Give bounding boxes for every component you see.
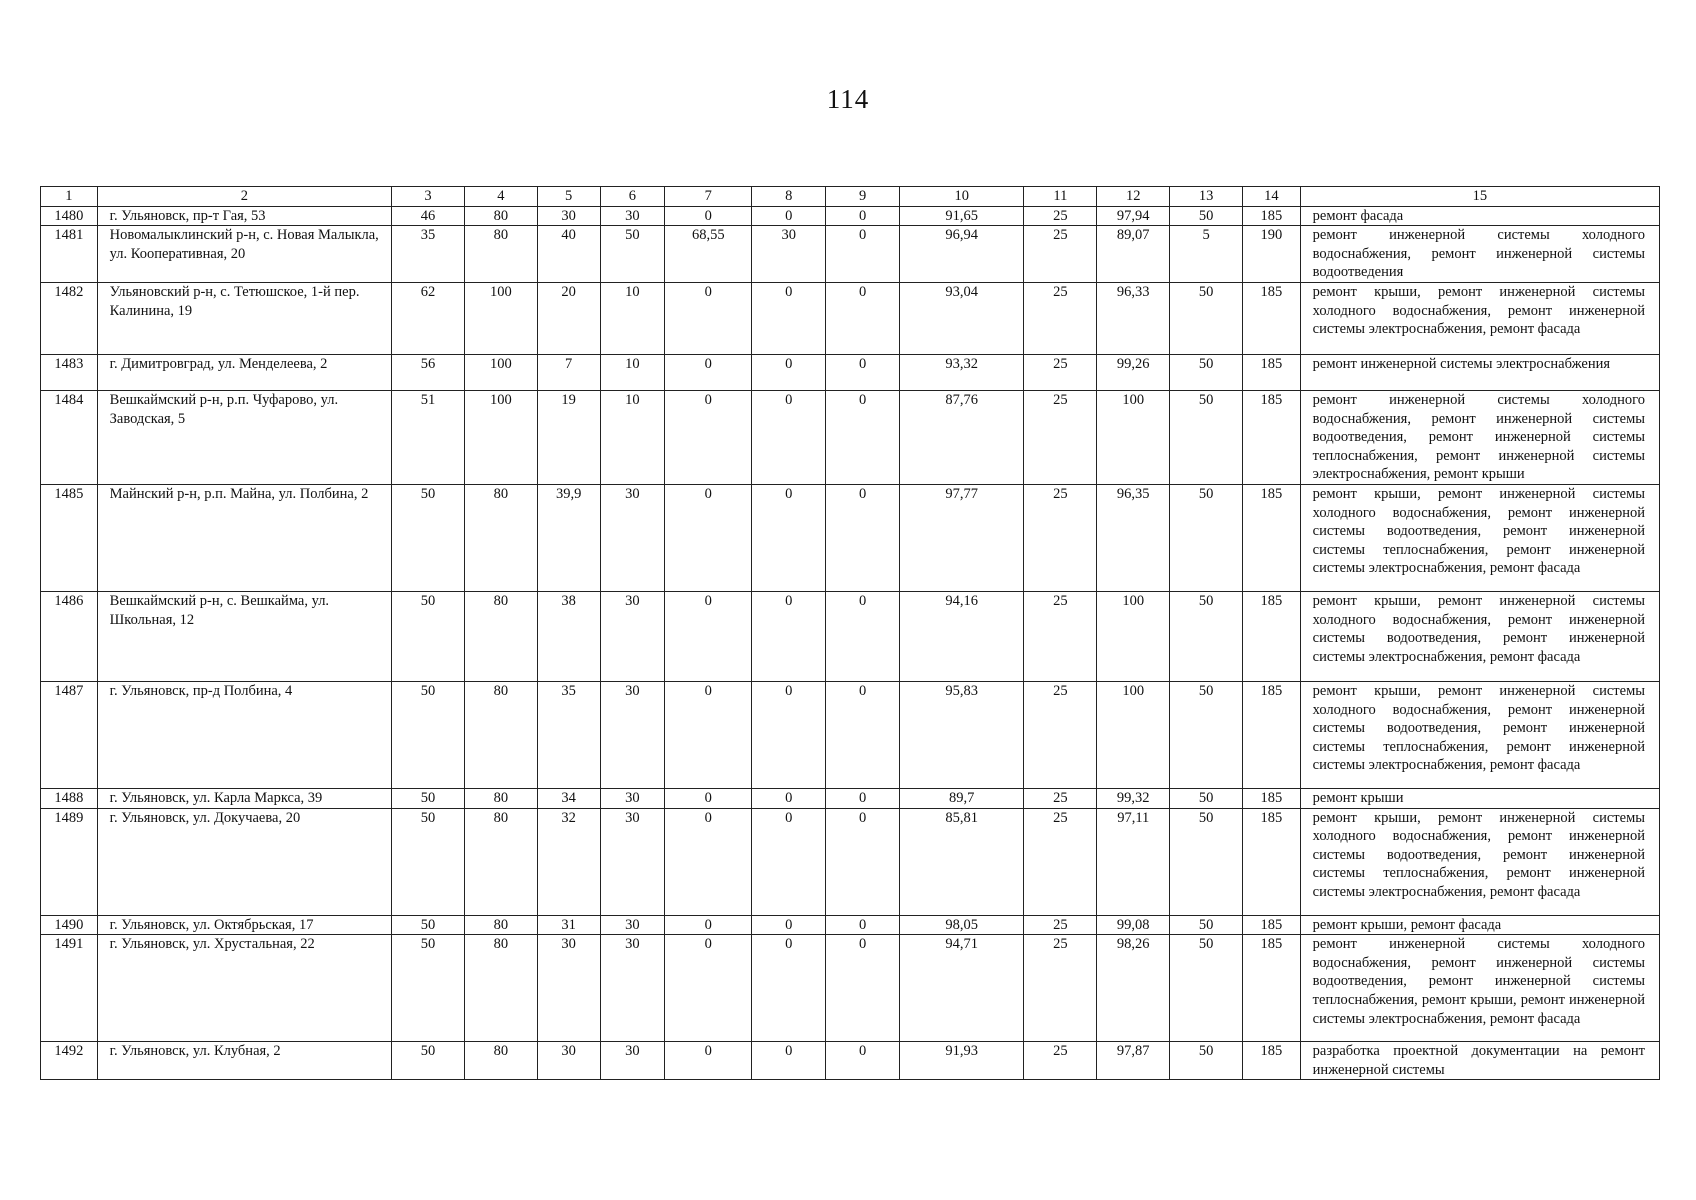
value-cell: 99,26 xyxy=(1097,354,1170,390)
value-cell: 30 xyxy=(600,915,665,935)
value-cell: 80 xyxy=(464,1042,537,1080)
row-number: 1489 xyxy=(41,808,98,915)
value-cell: 50 xyxy=(1170,206,1243,226)
value-cell: 30 xyxy=(600,206,665,226)
value-cell: 97,77 xyxy=(900,484,1024,591)
value-cell: 50 xyxy=(1170,484,1243,591)
value-cell: 0 xyxy=(826,354,900,390)
value-cell: 185 xyxy=(1243,681,1301,788)
column-header: 11 xyxy=(1024,187,1097,207)
address-cell: г. Димитровград, ул. Менделеева, 2 xyxy=(97,354,391,390)
value-cell: 50 xyxy=(392,808,465,915)
value-cell: 91,93 xyxy=(900,1042,1024,1080)
column-header: 8 xyxy=(752,187,826,207)
column-header: 14 xyxy=(1243,187,1301,207)
value-cell: 50 xyxy=(1170,591,1243,681)
value-cell: 25 xyxy=(1024,484,1097,591)
row-number: 1487 xyxy=(41,681,98,788)
value-cell: 185 xyxy=(1243,354,1301,390)
value-cell: 185 xyxy=(1243,282,1301,354)
column-header: 2 xyxy=(97,187,391,207)
value-cell: 96,94 xyxy=(900,226,1024,283)
works-cell: ремонт крыши, ремонт фасада xyxy=(1300,915,1659,935)
value-cell: 0 xyxy=(665,484,752,591)
column-number-header xyxy=(41,187,1660,207)
works-cell: разработка проектной документации на ремонт инженерной системы xyxy=(1300,1042,1659,1080)
value-cell: 80 xyxy=(464,935,537,1042)
row-number: 1491 xyxy=(41,935,98,1042)
value-cell: 25 xyxy=(1024,788,1097,808)
value-cell: 0 xyxy=(752,1042,826,1080)
value-cell: 94,71 xyxy=(900,935,1024,1042)
value-cell: 30 xyxy=(537,935,600,1042)
value-cell: 0 xyxy=(665,591,752,681)
works-cell: ремонт фасада xyxy=(1300,206,1659,226)
repair-program-table xyxy=(40,186,1660,1080)
value-cell: 0 xyxy=(826,935,900,1042)
value-cell: 30 xyxy=(600,681,665,788)
value-cell: 25 xyxy=(1024,282,1097,354)
address-cell: Вешкаймский р-н, с. Вешкайма, ул. Школьная, 12 xyxy=(97,591,391,681)
value-cell: 25 xyxy=(1024,390,1097,484)
value-cell: 50 xyxy=(600,226,665,283)
value-cell: 80 xyxy=(464,915,537,935)
value-cell: 5 xyxy=(1170,226,1243,283)
value-cell: 7 xyxy=(537,354,600,390)
table-row xyxy=(41,282,1660,354)
value-cell: 100 xyxy=(464,354,537,390)
value-cell: 85,81 xyxy=(900,808,1024,915)
value-cell: 30 xyxy=(600,484,665,591)
value-cell: 0 xyxy=(826,788,900,808)
value-cell: 80 xyxy=(464,226,537,283)
value-cell: 185 xyxy=(1243,788,1301,808)
value-cell: 50 xyxy=(1170,354,1243,390)
value-cell: 50 xyxy=(1170,1042,1243,1080)
value-cell: 185 xyxy=(1243,206,1301,226)
value-cell: 98,05 xyxy=(900,915,1024,935)
value-cell: 94,16 xyxy=(900,591,1024,681)
value-cell: 30 xyxy=(537,1042,600,1080)
address-cell: г. Ульяновск, ул. Хрустальная, 22 xyxy=(97,935,391,1042)
value-cell: 30 xyxy=(600,935,665,1042)
value-cell: 30 xyxy=(600,1042,665,1080)
address-cell: Вешкаймский р-н, р.п. Чуфарово, ул. Заводская, 5 xyxy=(97,390,391,484)
value-cell: 32 xyxy=(537,808,600,915)
value-cell: 35 xyxy=(392,226,465,283)
table-row xyxy=(41,390,1660,484)
value-cell: 185 xyxy=(1243,915,1301,935)
column-header: 1 xyxy=(41,187,98,207)
value-cell: 185 xyxy=(1243,808,1301,915)
value-cell: 50 xyxy=(1170,808,1243,915)
value-cell: 96,33 xyxy=(1097,282,1170,354)
value-cell: 25 xyxy=(1024,808,1097,915)
table-row xyxy=(41,681,1660,788)
value-cell: 89,7 xyxy=(900,788,1024,808)
table-row xyxy=(41,591,1660,681)
value-cell: 0 xyxy=(826,808,900,915)
works-cell: ремонт инженерной системы электроснабжения xyxy=(1300,354,1659,390)
address-cell: г. Ульяновск, пр-д Полбина, 4 xyxy=(97,681,391,788)
table-row xyxy=(41,808,1660,915)
row-number: 1481 xyxy=(41,226,98,283)
value-cell: 0 xyxy=(752,484,826,591)
value-cell: 0 xyxy=(665,915,752,935)
table-row xyxy=(41,935,1660,1042)
value-cell: 0 xyxy=(826,484,900,591)
value-cell: 20 xyxy=(537,282,600,354)
row-number: 1488 xyxy=(41,788,98,808)
value-cell: 25 xyxy=(1024,206,1097,226)
value-cell: 97,11 xyxy=(1097,808,1170,915)
works-cell: ремонт крыши, ремонт инженерной системы холодного водоснабжения, ремонт инженерной системы водоотведения, ремонт инженерной системы теплоснабжения, ремонт инженерной системы электроснабжения, ремонт фасада xyxy=(1300,681,1659,788)
page-number: 114 xyxy=(826,84,870,114)
column-header: 4 xyxy=(464,187,537,207)
works-cell: ремонт крыши xyxy=(1300,788,1659,808)
column-header: 12 xyxy=(1097,187,1170,207)
value-cell: 80 xyxy=(464,808,537,915)
value-cell: 35 xyxy=(537,681,600,788)
value-cell: 50 xyxy=(392,681,465,788)
works-cell: ремонт крыши, ремонт инженерной системы холодного водоснабжения, ремонт инженерной системы водоотведения, ремонт инженерной системы теплоснабжения, ремонт инженерной системы электроснабжения, ремонт фасада xyxy=(1300,808,1659,915)
value-cell: 0 xyxy=(826,390,900,484)
value-cell: 80 xyxy=(464,206,537,226)
value-cell: 46 xyxy=(392,206,465,226)
value-cell: 50 xyxy=(1170,935,1243,1042)
value-cell: 0 xyxy=(752,935,826,1042)
row-number: 1484 xyxy=(41,390,98,484)
value-cell: 185 xyxy=(1243,484,1301,591)
address-cell: г. Ульяновск, пр-т Гая, 53 xyxy=(97,206,391,226)
value-cell: 185 xyxy=(1243,390,1301,484)
value-cell: 80 xyxy=(464,788,537,808)
row-number: 1485 xyxy=(41,484,98,591)
value-cell: 91,65 xyxy=(900,206,1024,226)
value-cell: 62 xyxy=(392,282,465,354)
value-cell: 50 xyxy=(1170,788,1243,808)
value-cell: 0 xyxy=(752,206,826,226)
value-cell: 50 xyxy=(1170,915,1243,935)
works-cell: ремонт крыши, ремонт инженерной системы холодного водоснабжения, ремонт инженерной системы электроснабжения, ремонт фасада xyxy=(1300,282,1659,354)
value-cell: 0 xyxy=(752,591,826,681)
value-cell: 97,87 xyxy=(1097,1042,1170,1080)
value-cell: 0 xyxy=(826,1042,900,1080)
value-cell: 50 xyxy=(392,915,465,935)
row-number: 1490 xyxy=(41,915,98,935)
value-cell: 30 xyxy=(600,591,665,681)
address-cell: Новомалыклинский р-н, с. Новая Малыкла, ул. Кооперативная, 20 xyxy=(97,226,391,283)
value-cell: 34 xyxy=(537,788,600,808)
row-number: 1480 xyxy=(41,206,98,226)
value-cell: 50 xyxy=(1170,282,1243,354)
value-cell: 30 xyxy=(600,808,665,915)
value-cell: 30 xyxy=(752,226,826,283)
value-cell: 0 xyxy=(826,591,900,681)
value-cell: 31 xyxy=(537,915,600,935)
value-cell: 0 xyxy=(826,282,900,354)
value-cell: 25 xyxy=(1024,915,1097,935)
value-cell: 0 xyxy=(752,354,826,390)
value-cell: 0 xyxy=(752,808,826,915)
value-cell: 50 xyxy=(392,484,465,591)
value-cell: 93,32 xyxy=(900,354,1024,390)
value-cell: 50 xyxy=(392,788,465,808)
value-cell: 10 xyxy=(600,282,665,354)
address-cell: Ульяновский р-н, с. Тетюшское, 1-й пер. Калинина, 19 xyxy=(97,282,391,354)
value-cell: 30 xyxy=(537,206,600,226)
value-cell: 50 xyxy=(1170,390,1243,484)
value-cell: 30 xyxy=(600,788,665,808)
value-cell: 98,26 xyxy=(1097,935,1170,1042)
value-cell: 100 xyxy=(1097,390,1170,484)
works-cell: ремонт крыши, ремонт инженерной системы холодного водоснабжения, ремонт инженерной системы водоотведения, ремонт инженерной системы теплоснабжения, ремонт инженерной системы электроснабжения, ремонт фасада xyxy=(1300,484,1659,591)
value-cell: 19 xyxy=(537,390,600,484)
column-header: 15 xyxy=(1300,187,1659,207)
value-cell: 38 xyxy=(537,591,600,681)
column-header: 13 xyxy=(1170,187,1243,207)
column-header: 7 xyxy=(665,187,752,207)
table-row xyxy=(41,226,1660,283)
value-cell: 0 xyxy=(752,915,826,935)
table-row xyxy=(41,915,1660,935)
value-cell: 0 xyxy=(665,681,752,788)
works-cell: ремонт крыши, ремонт инженерной системы холодного водоснабжения, ремонт инженерной системы водоотведения, ремонт инженерной системы электроснабжения, ремонт фасада xyxy=(1300,591,1659,681)
works-cell: ремонт инженерной системы холодного водоснабжения, ремонт инженерной системы водоотведения, ремонт инженерной системы теплоснабжения, ремонт инженерной системы электроснабжения, ремонт крыши xyxy=(1300,390,1659,484)
works-cell: ремонт инженерной системы холодного водоснабжения, ремонт инженерной системы водоотведения, ремонт инженерной системы теплоснабжения, ремонт крыши, ремонт инженерной системы электроснабжения, ремонт фасада xyxy=(1300,935,1659,1042)
value-cell: 185 xyxy=(1243,1042,1301,1080)
value-cell: 25 xyxy=(1024,935,1097,1042)
value-cell: 51 xyxy=(392,390,465,484)
column-header: 5 xyxy=(537,187,600,207)
value-cell: 0 xyxy=(752,788,826,808)
value-cell: 0 xyxy=(826,226,900,283)
column-header: 3 xyxy=(392,187,465,207)
row-number: 1486 xyxy=(41,591,98,681)
value-cell: 0 xyxy=(665,390,752,484)
value-cell: 50 xyxy=(392,1042,465,1080)
value-cell: 0 xyxy=(665,1042,752,1080)
table-row xyxy=(41,484,1660,591)
value-cell: 100 xyxy=(464,390,537,484)
address-cell: г. Ульяновск, ул. Клубная, 2 xyxy=(97,1042,391,1080)
row-number: 1492 xyxy=(41,1042,98,1080)
value-cell: 0 xyxy=(826,206,900,226)
value-cell: 80 xyxy=(464,591,537,681)
value-cell: 25 xyxy=(1024,1042,1097,1080)
value-cell: 0 xyxy=(665,206,752,226)
value-cell: 25 xyxy=(1024,591,1097,681)
address-cell: г. Ульяновск, ул. Докучаева, 20 xyxy=(97,808,391,915)
value-cell: 100 xyxy=(1097,681,1170,788)
table-row xyxy=(41,354,1660,390)
value-cell: 80 xyxy=(464,681,537,788)
value-cell: 39,9 xyxy=(537,484,600,591)
value-cell: 0 xyxy=(752,681,826,788)
row-number: 1482 xyxy=(41,282,98,354)
column-header: 9 xyxy=(826,187,900,207)
address-cell: г. Ульяновск, ул. Карла Маркса, 39 xyxy=(97,788,391,808)
value-cell: 100 xyxy=(464,282,537,354)
value-cell: 0 xyxy=(665,808,752,915)
works-cell: ремонт инженерной системы холодного водоснабжения, ремонт инженерной системы водоотведения xyxy=(1300,226,1659,283)
value-cell: 50 xyxy=(1170,681,1243,788)
value-cell: 190 xyxy=(1243,226,1301,283)
value-cell: 0 xyxy=(826,681,900,788)
value-cell: 185 xyxy=(1243,935,1301,1042)
table-row xyxy=(41,1042,1660,1080)
value-cell: 97,94 xyxy=(1097,206,1170,226)
value-cell: 0 xyxy=(665,788,752,808)
value-cell: 25 xyxy=(1024,226,1097,283)
address-cell: Майнский р-н, р.п. Майна, ул. Полбина, 2 xyxy=(97,484,391,591)
value-cell: 0 xyxy=(665,935,752,1042)
value-cell: 10 xyxy=(600,390,665,484)
value-cell: 0 xyxy=(752,390,826,484)
value-cell: 95,83 xyxy=(900,681,1024,788)
table-row xyxy=(41,206,1660,226)
table-body xyxy=(41,206,1660,1080)
value-cell: 185 xyxy=(1243,591,1301,681)
value-cell: 56 xyxy=(392,354,465,390)
value-cell: 0 xyxy=(826,915,900,935)
value-cell: 50 xyxy=(392,935,465,1042)
value-cell: 89,07 xyxy=(1097,226,1170,283)
value-cell: 68,55 xyxy=(665,226,752,283)
value-cell: 25 xyxy=(1024,354,1097,390)
value-cell: 80 xyxy=(464,484,537,591)
address-cell: г. Ульяновск, ул. Октябрьская, 17 xyxy=(97,915,391,935)
value-cell: 93,04 xyxy=(900,282,1024,354)
value-cell: 25 xyxy=(1024,681,1097,788)
row-number: 1483 xyxy=(41,354,98,390)
column-header: 6 xyxy=(600,187,665,207)
value-cell: 0 xyxy=(665,354,752,390)
value-cell: 99,08 xyxy=(1097,915,1170,935)
value-cell: 99,32 xyxy=(1097,788,1170,808)
value-cell: 96,35 xyxy=(1097,484,1170,591)
value-cell: 50 xyxy=(392,591,465,681)
value-cell: 0 xyxy=(752,282,826,354)
value-cell: 0 xyxy=(665,282,752,354)
value-cell: 10 xyxy=(600,354,665,390)
value-cell: 100 xyxy=(1097,591,1170,681)
value-cell: 40 xyxy=(537,226,600,283)
value-cell: 87,76 xyxy=(900,390,1024,484)
column-header: 10 xyxy=(900,187,1024,207)
table-row xyxy=(41,788,1660,808)
